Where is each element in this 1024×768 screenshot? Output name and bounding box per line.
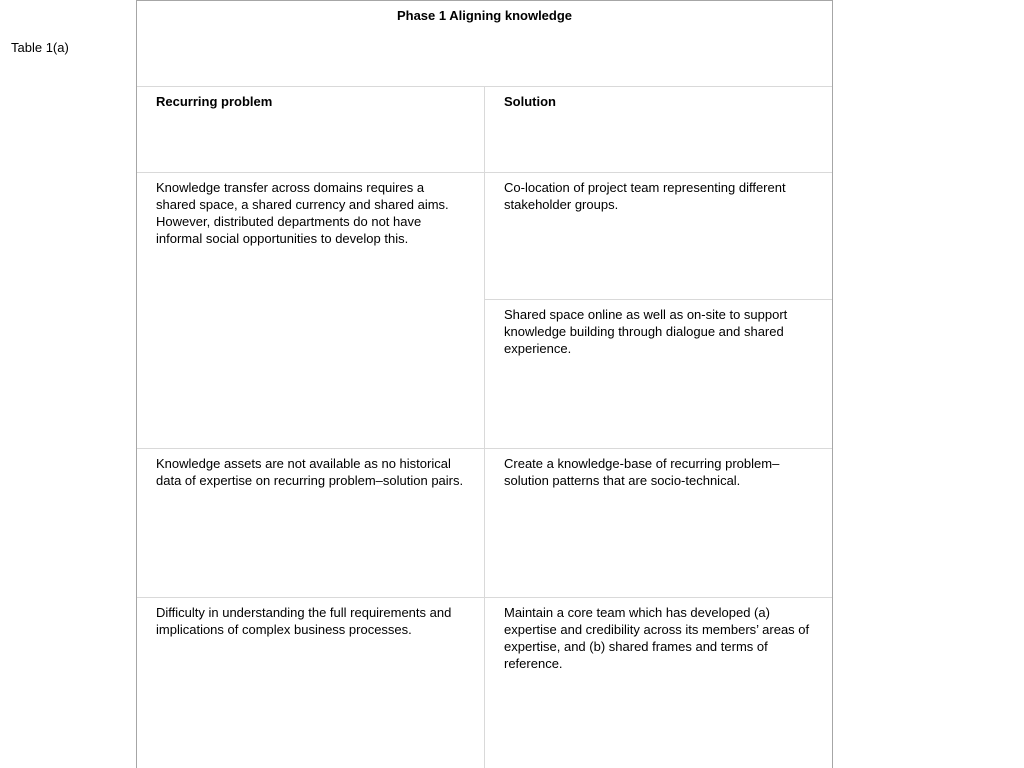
- table-row: [137, 173, 832, 449]
- table-title-row: [137, 1, 832, 87]
- header-recurring-problem: Recurring problem: [137, 87, 485, 172]
- solution-cell: Maintain a core team which has developed (a) expertise and credibility across its members’ areas of expertise, and (b) shared frames and terms of reference.: [504, 605, 810, 671]
- pattern-table: [136, 0, 833, 768]
- solution-cell: Create a knowledge-base of recurring problem–solution patterns that are socio-technical.: [504, 456, 780, 488]
- table-row: [137, 598, 832, 768]
- solution-cell: Co-location of project team representing different stakeholder groups.: [485, 173, 832, 300]
- problem-cell: Difficulty in understanding the full requirements and implications of complex business processes.: [137, 598, 485, 768]
- solution-cell: Shared space online as well as on-site to support knowledge building through dialogue and shared experience.: [504, 307, 788, 356]
- problem-cell: Knowledge assets are not available as no historical data of expertise on recurring problem–solution pairs.: [137, 449, 485, 597]
- header-solution: Solution: [504, 94, 556, 109]
- solution-cell-group: [485, 173, 832, 448]
- table-caption: Table 1(a): [11, 40, 69, 55]
- table-header-row: [137, 87, 832, 173]
- problem-cell: Knowledge transfer across domains requires a shared space, a shared currency and shared aims. However, distributed departments do not have informal social opportunities to develop this.: [137, 173, 485, 448]
- table-title: Phase 1 Aligning knowledge: [396, 8, 573, 23]
- table-row: [137, 449, 832, 598]
